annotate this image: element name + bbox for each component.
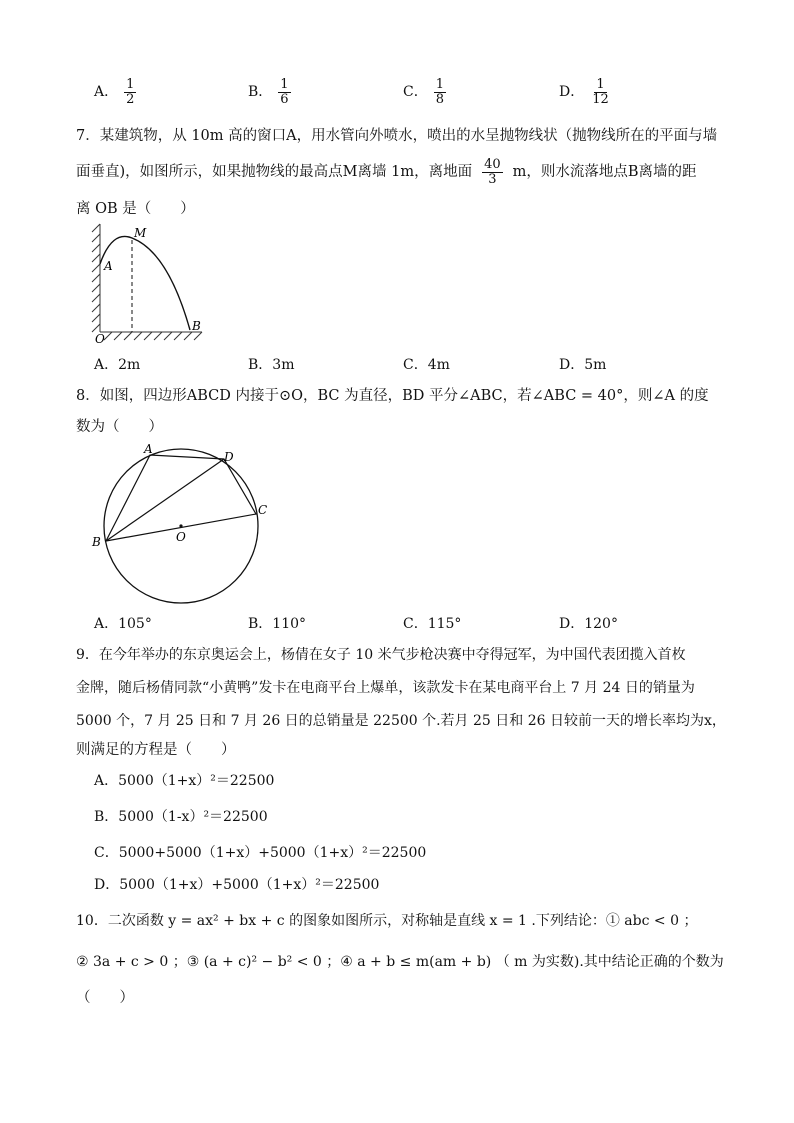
label-c: C — [258, 503, 268, 517]
q8-line-1: 8．如图，四边形ABCD 内接于⊙O，BC 为直径，BD 平分∠ABC，若∠ABC = 40°，则∠A 的度 — [76, 388, 709, 404]
fraction-40-3 — [482, 158, 503, 186]
q8-line-2: 数为（ ） — [76, 419, 163, 435]
q10-line-3: （ ） — [76, 990, 134, 1006]
q9-line-3: 5000 个，7 月 25 日和 7 月 26 日的总销量是 22500 个.若月 25 日和 26 日较前一天的增长率均为x， — [76, 713, 726, 729]
numerator: 1 — [126, 77, 135, 92]
q7-parabola-figure — [90, 222, 210, 344]
label-b: B — [92, 535, 101, 549]
center-point — [179, 524, 182, 527]
label-o: O — [95, 332, 105, 344]
q9-line-1: 9．在今年举办的东京奥运会上，杨倩在女子 10 米气步枪决赛中夺得冠军，为中国代表团揽入首枚 — [76, 647, 686, 663]
fraction — [590, 78, 611, 106]
q9-option-b: B．5000（1-x）²＝22500 — [94, 809, 268, 825]
q6-option-c — [403, 78, 446, 106]
segment-bd — [106, 459, 224, 541]
q7-option-b: B．3m — [248, 357, 295, 373]
label-m: M — [134, 226, 147, 240]
fraction — [434, 78, 446, 106]
numerator: 1 — [596, 77, 605, 92]
q9-line-2: 金牌，随后杨倩同款“小黄鸭”发卡在电商平台上爆单，该款发卡在某电商平台上 7 月 24 日的销量为 — [76, 680, 695, 696]
ground-hatching — [100, 332, 202, 340]
q6-option-b — [248, 78, 291, 106]
numerator: 40 — [484, 157, 501, 172]
denominator: 12 — [592, 91, 609, 107]
parabola-curve — [100, 236, 190, 330]
q10-line-1: 10．二次函数 y = ax² + bx + c 的图象如图所示，对称轴是直线 x = 1 .下列结论：① abc < 0 ； — [76, 913, 698, 929]
numerator: 1 — [435, 77, 444, 92]
option-letter: B． — [248, 84, 273, 101]
q9-option-d: D．5000（1+x）+5000（1+x）²＝22500 — [94, 877, 380, 893]
q8-circle-figure — [88, 440, 278, 610]
option-letter: D． — [559, 84, 585, 101]
quadrilateral-abcd — [106, 455, 256, 541]
q7-line-3: 离 OB 是（ ） — [76, 201, 195, 217]
q7-option-a: A．2m — [94, 357, 141, 373]
q8-option-a: A．105° — [94, 616, 152, 632]
q7-option-c: C．4m — [403, 357, 450, 373]
denominator: 2 — [126, 91, 135, 107]
q8-option-d: D．120° — [559, 616, 618, 632]
wall-hatching — [92, 224, 100, 332]
denominator: 6 — [280, 91, 289, 107]
q7-line-2 — [76, 158, 697, 186]
fraction — [124, 78, 136, 106]
denominator: 3 — [488, 171, 497, 187]
label-o: O — [176, 530, 186, 544]
q8-option-c: C．115° — [403, 616, 462, 632]
fraction — [278, 78, 290, 106]
option-letter: A． — [94, 84, 119, 101]
q7-option-d: D．5m — [559, 357, 607, 373]
q8-option-b: B．110° — [248, 616, 307, 632]
q7-line-2-part-b: m，则水流落地点B离墙的距 — [512, 164, 697, 181]
label-d: D — [224, 450, 234, 464]
label-a: A — [104, 259, 113, 273]
numerator: 1 — [280, 77, 289, 92]
label-a: A — [144, 442, 153, 456]
option-letter: C． — [403, 84, 428, 101]
q7-line-1: 7．某建筑物，从 10m 高的窗口A，用水管向外喷水，喷出的水呈抛物线状（抛物线所在的平面与墙 — [76, 128, 718, 144]
denominator: 8 — [435, 91, 444, 107]
q10-line-2: ② 3a + c > 0 ；③ (a + c)² − b² < 0 ；④ a + b ≤ m(am + b) （ m 为实数).其中结论正确的个数为 — [76, 954, 724, 970]
q7-line-2-part-a: 面垂直)，如图所示，如果抛物线的最高点M离墙 1m，离地面 — [76, 164, 473, 181]
q9-option-a: A．5000（1+x）²＝22500 — [94, 773, 275, 789]
label-b: B — [192, 319, 201, 333]
q6-option-a — [94, 78, 136, 106]
q6-option-d — [559, 78, 611, 106]
q9-line-4: 则满足的方程是（ ） — [76, 742, 236, 758]
q9-option-c: C．5000+5000（1+x）+5000（1+x）²＝22500 — [94, 845, 427, 861]
